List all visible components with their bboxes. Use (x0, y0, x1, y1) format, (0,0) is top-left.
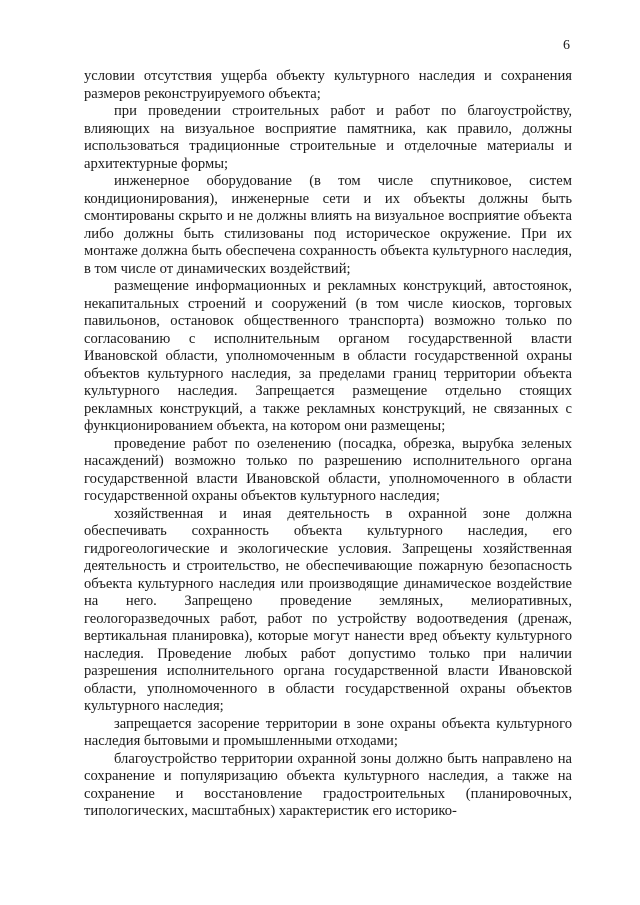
paragraph-territory-improvement: благоустройство территории охранной зоны должно быть направлено на сохранение и популяризацию объекта культурного наследия, а также на сохранение и восстановление градостроительных (планировочных, типологических, масштабных) характеристик его историко- (84, 750, 572, 819)
paragraph-advertising-structures: размещение информационных и рекламных конструкций, автостоянок, некапитальных строений и сооружений (в том числе киосков, торговых павильонов, остановок общественного транспорта) возможно только по согласованию с исполнительным органом государственной власти Ивановской области, уполномоченным в области государственной охраны объектов культурного наследия, за пределами границ территории объекта культурного наследия. Запрещается размещение отдельно стоящих рекламных конструкций, а также рекламных конструкций, не связанных с функционированием объекта, на котором они размещены; (84, 278, 572, 434)
paragraph-engineering-equipment: инженерное оборудование (в том числе спутниковое, систем кондиционирования), инженерные сети и их объекты должны быть смонтированы скрыто и не должны влиять на визуальное восприятие объекта либо должны быть стилизованы под историческое окружение. При их монтаже должна быть обеспечена сохранность объекта культурного наследия, в том числе от динамических воздействий; (84, 173, 572, 277)
paragraph-economic-activity: хозяйственная и иная деятельность в охранной зоне должна обеспечивать сохранность объекта культурного наследия, его гидрогеологические и экологические условия. Запрещены хозяйственная деятельность и строительство, не обеспечивающие пожарную безопасность объекта культурного наследия или производящие динамическое воздействие на него. Запрещено проведение земляных, мелиоративных, геологоразведочных работ, работ по устройству водоотведения (дренаж, вертикальная планировка), которые могут нанести вред объекту культурного наследия. Проведение любых работ допустимо только при наличии разрешения исполнительного органа государственной власти Ивановской области, уполномоченного в области государственной охраны объектов культурного наследия; (84, 505, 572, 714)
document-body (84, 68, 572, 821)
page-number: 6 (563, 38, 570, 53)
paragraph-waste-prohibition: запрещается засорение территории в зоне охраны объекта культурного наследия бытовыми и промышленными отходами; (84, 715, 572, 749)
paragraph-landscaping: проведение работ по озеленению (посадка, обрезка, вырубка зеленых насаждений) возможно только по разрешению исполнительного органа государственной власти Ивановской области, уполномоченного в области государственной охраны объектов культурного наследия; (84, 435, 572, 504)
paragraph-construction-materials: при проведении строительных работ и работ по благоустройству, влияющих на визуальное восприятие памятника, как правило, должны использоваться традиционные строительные и отделочные материалы и архитектурные формы; (84, 103, 572, 172)
paragraph-continuation: условии отсутствия ущерба объекту культурного наследия и сохранения размеров реконструируемого объекта; (84, 68, 572, 102)
